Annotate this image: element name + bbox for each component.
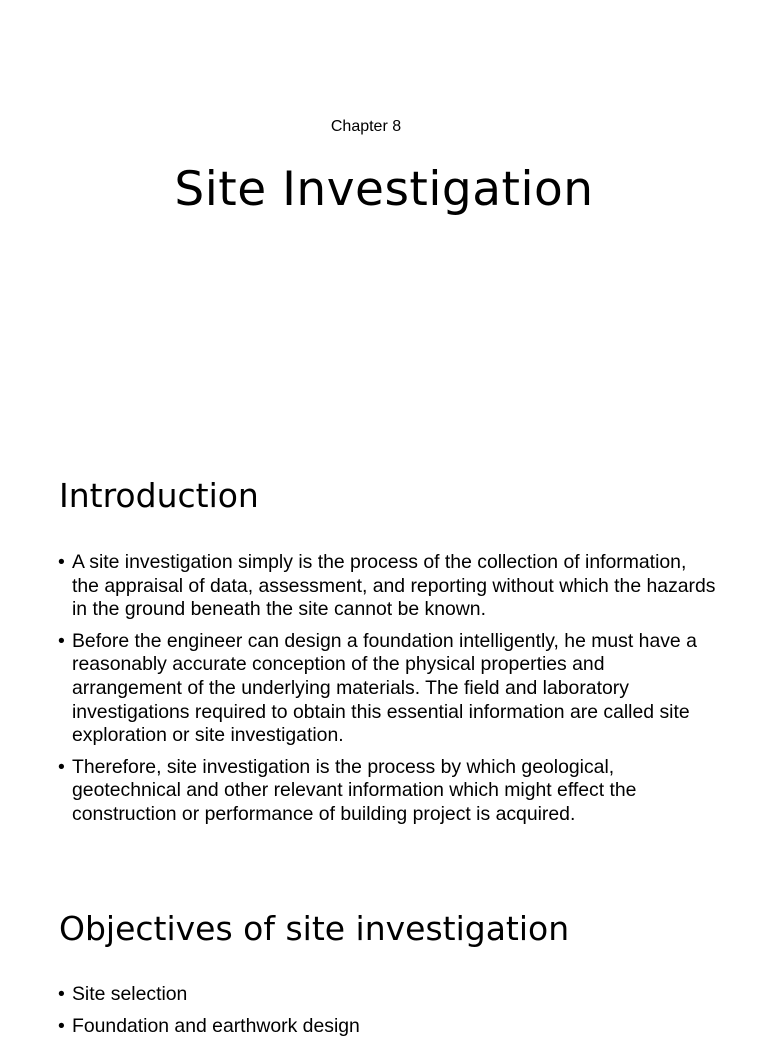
list-item: [58, 983, 718, 1007]
list-item: [58, 1015, 718, 1039]
objectives-heading: Objectives of site investigation: [59, 909, 570, 948]
list-item-text: Before the engineer can design a foundation intelligently, he must have a reasonably accurate conception of the physical properties and arrangement of the underlying materials. The field and laboratory investigations required to obtain this essential information are called site exploration or site investigation.: [72, 629, 697, 747]
bullet-icon: •: [58, 629, 65, 652]
title-slide: [0, 0, 768, 440]
chapter-label: Chapter 8: [330, 118, 402, 135]
list-item: [58, 630, 718, 748]
bullet-icon: •: [58, 983, 65, 1005]
list-item-text: Therefore, site investigation is the process by which geological, geotechnical and other relevant information which might effect the construction or performance of building project is acquired.: [72, 755, 637, 825]
page-title: Site Investigation: [174, 162, 594, 217]
objectives-bullet-list: [58, 983, 718, 1046]
list-item-text: Site selection: [72, 983, 188, 1005]
bullet-icon: •: [58, 551, 65, 573]
list-item: [58, 756, 718, 827]
introduction-bullet-list: [58, 551, 718, 835]
list-item-text: Foundation and earthwork design: [72, 1014, 360, 1037]
bullet-icon: •: [58, 755, 65, 778]
bullet-icon: •: [58, 1014, 65, 1037]
list-item-text: A site investigation simply is the process of the collection of information, the appraisal of data, assessment, and reporting without which the hazards in the ground beneath the site cannot be known.: [72, 551, 716, 621]
list-item: [58, 551, 718, 622]
introduction-heading: Introduction: [59, 476, 259, 515]
